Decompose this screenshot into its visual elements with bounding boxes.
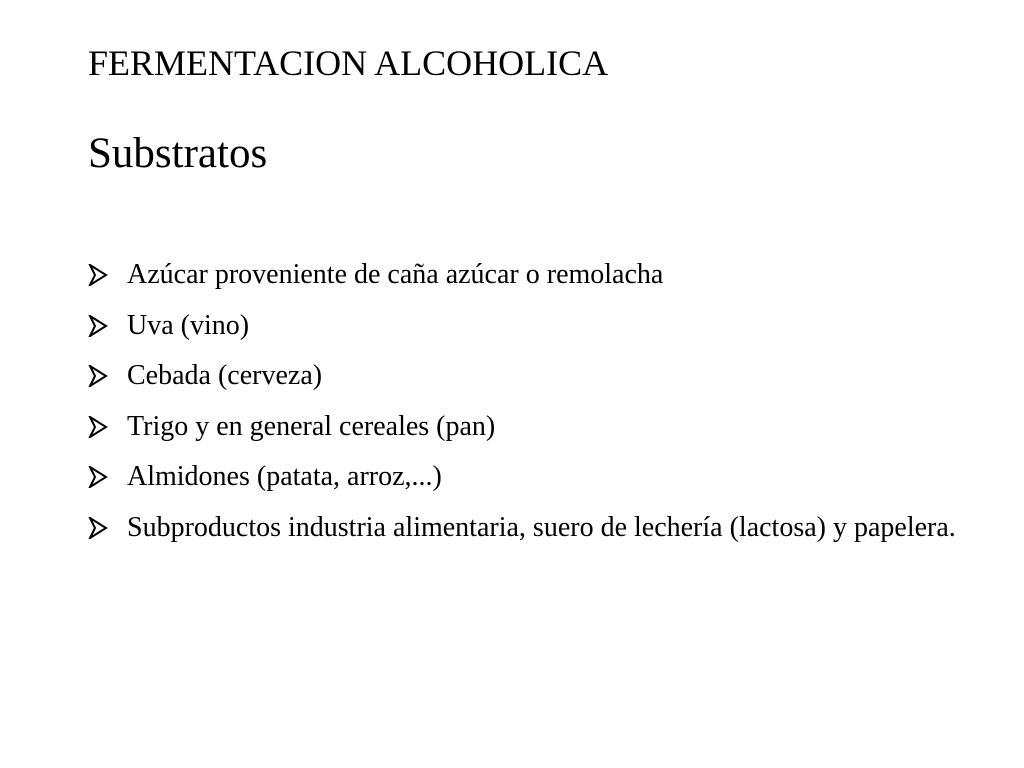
- bullet-text: Cebada (cerveza): [127, 360, 323, 391]
- arrowhead-bullet-icon: [88, 356, 110, 396]
- bullet-item: [88, 457, 968, 497]
- bullet-text: Subproductos industria alimentaria, suero de lechería (lactosa) y papelera.: [127, 511, 956, 543]
- bullet-item: [88, 407, 968, 447]
- bullet-list: [88, 255, 968, 558]
- bullet-item: [88, 306, 968, 346]
- bullet-text: Almidones (patata, arroz,...): [127, 461, 442, 492]
- arrowhead-bullet-icon: [88, 407, 110, 447]
- bullet-text: Uva (vino): [127, 309, 250, 341]
- arrowhead-bullet-icon: [88, 457, 110, 497]
- bullet-item: [88, 356, 968, 396]
- slide-title: FERMENTACION ALCOHOLICA: [88, 43, 609, 83]
- bullet-item: [88, 255, 968, 295]
- arrowhead-bullet-icon: [88, 255, 110, 295]
- arrowhead-bullet-icon: [88, 508, 110, 548]
- slide-subtitle: Substratos: [88, 130, 268, 177]
- arrowhead-bullet-icon: [88, 306, 110, 346]
- bullet-item: [88, 508, 968, 548]
- bullet-text: Azúcar proveniente de caña azúcar o remolacha: [127, 259, 664, 290]
- bullet-text: Trigo y en general cereales (pan): [127, 410, 496, 442]
